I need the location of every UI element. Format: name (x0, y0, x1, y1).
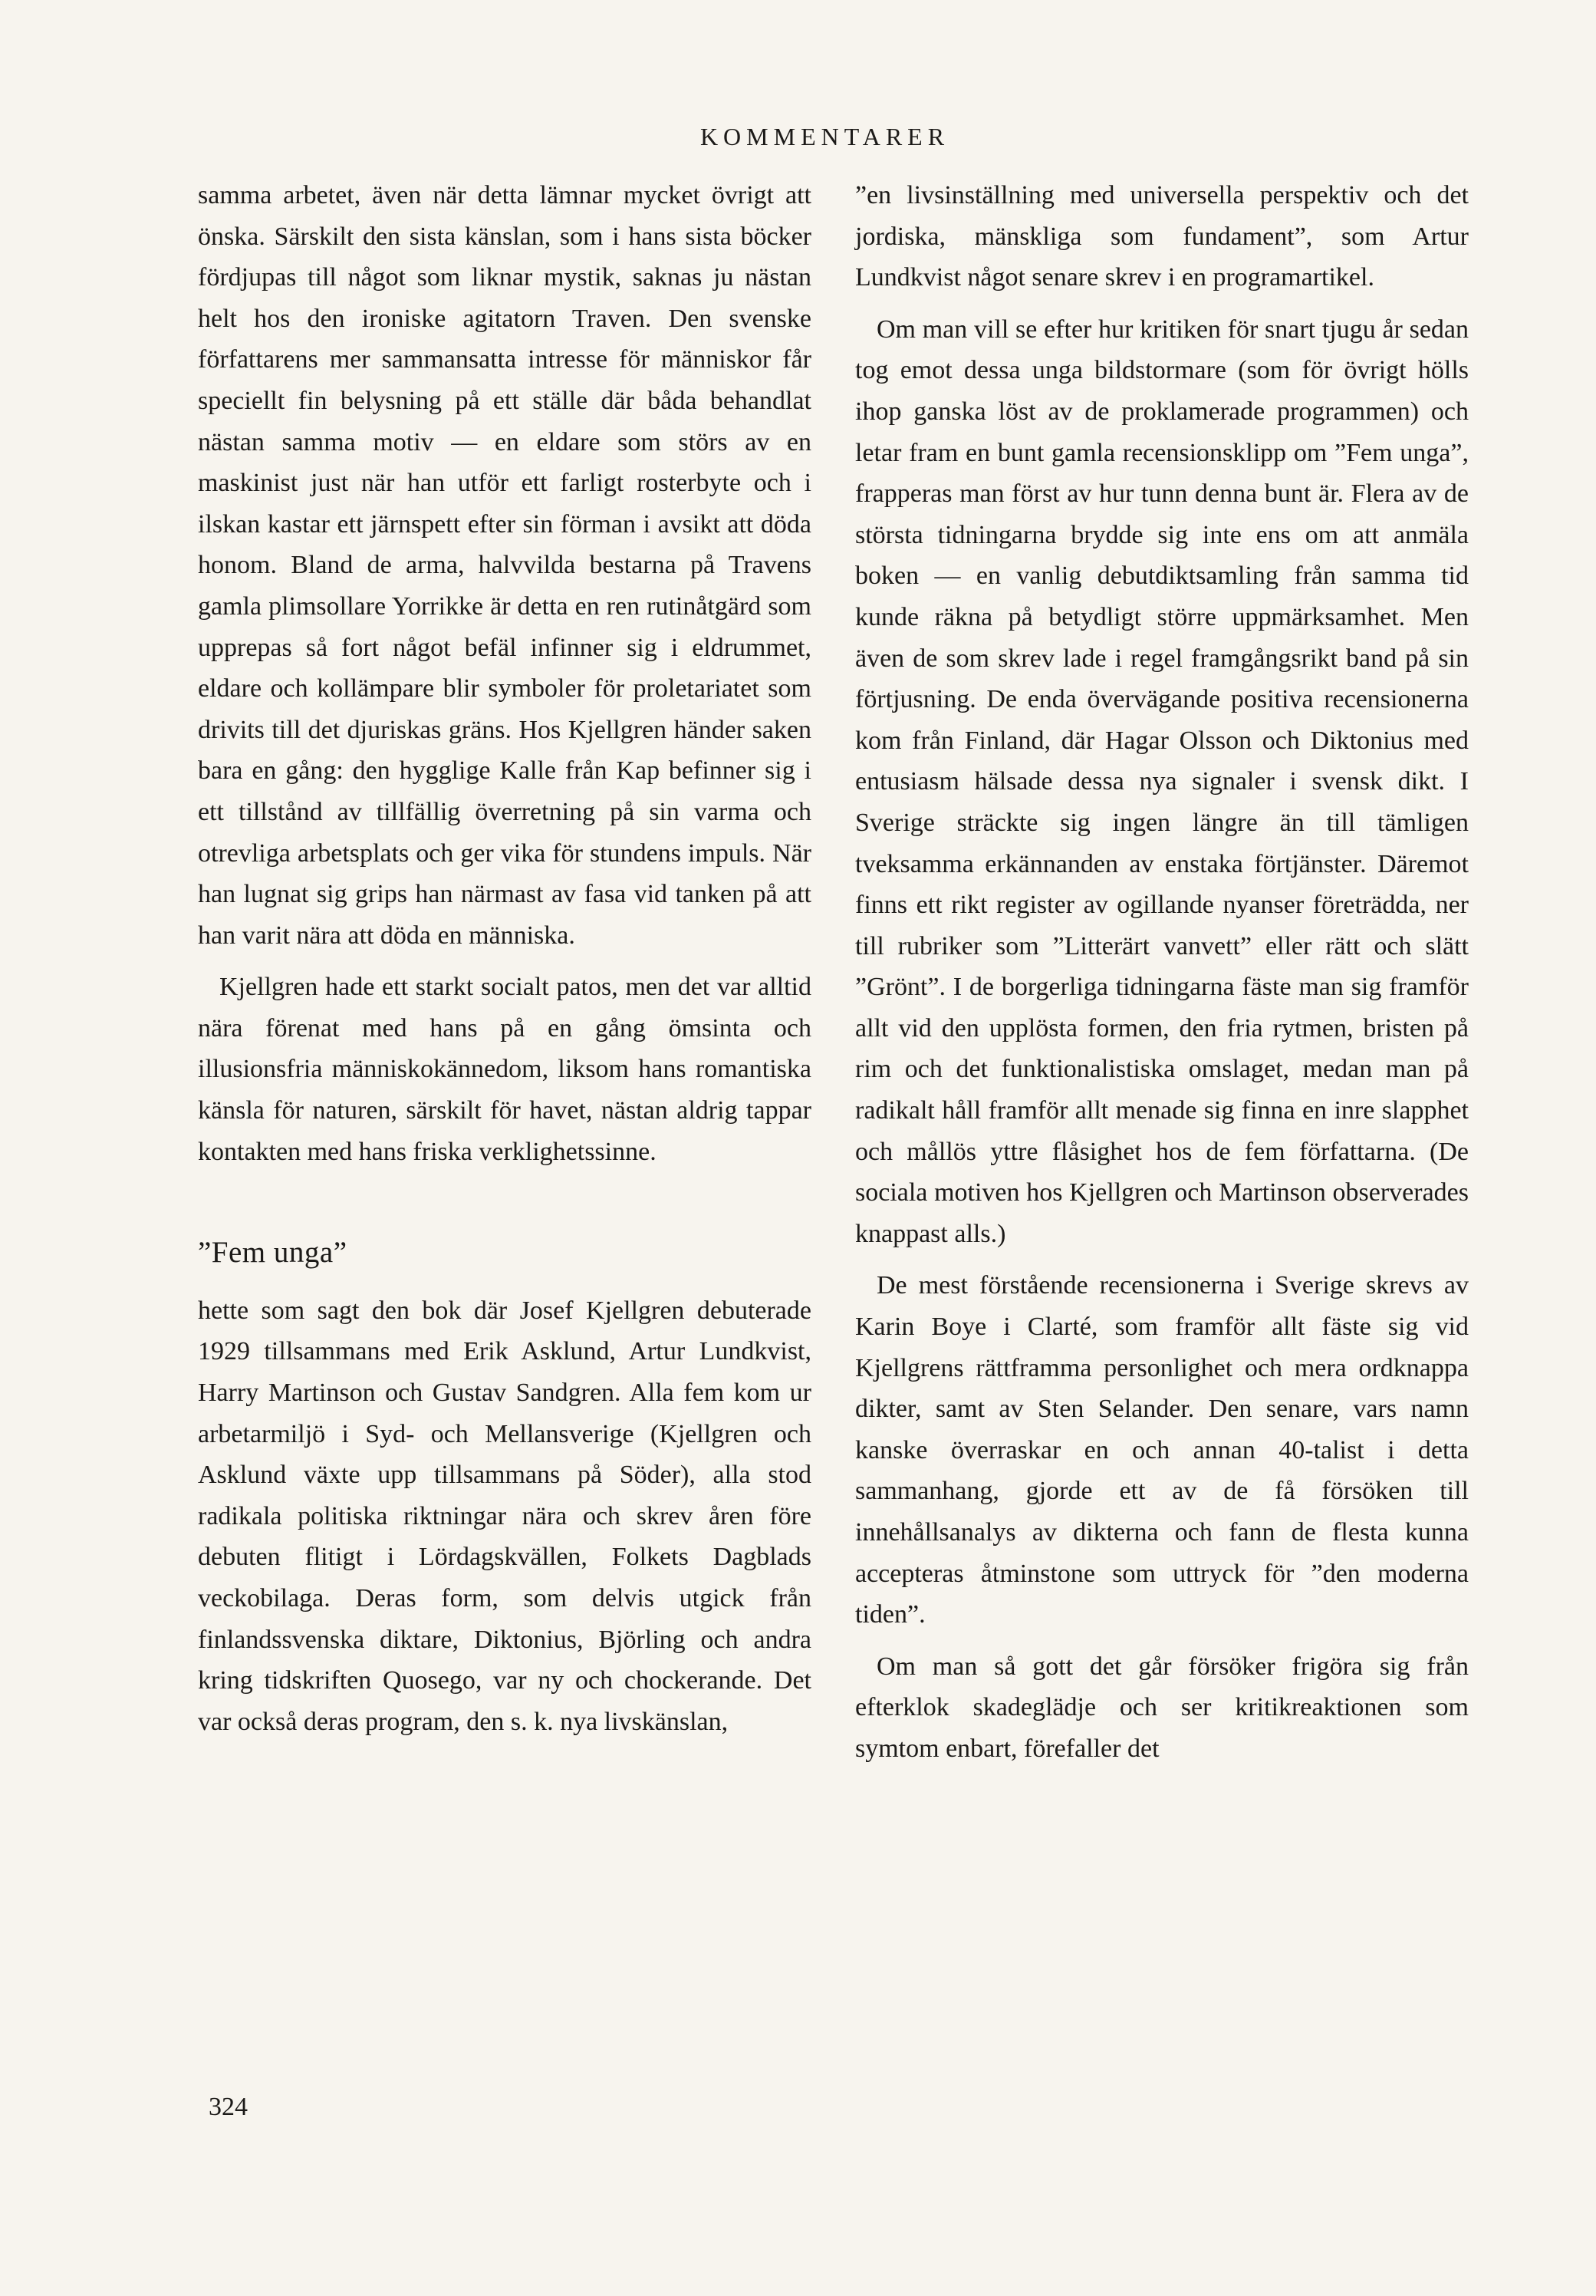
right-paragraph-1: ”en livsinställning med universella perspektiv och det jordiska, mänskliga som fundament”, som Artur Lundkvist något senare skrev i en programartikel. (855, 181, 1469, 292)
left-paragraph-3: hette som sagt den bok där Josef Kjellgren debuterade 1929 tillsammans med Erik Asklund, Artur Lundkvist, Harry Martinson och Gustav Sandgren. Alla fem kom ur arbetarmiljö i Syd- och Mellansverige (Kjellgren och Asklund växte upp tillsammans på Söder), alla stod radikala politiska riktningar nära och skrev åren före debuten flitigt i Lördagskvällen, Folkets Dagblads veckobilaga. Deras form, som delvis utgick från finlandssvenska diktare, Diktonius, Björling och andra kring tidskriften Quosego, var ny och chockerande. Det var också deras program, den s. k. nya livskänslan, (198, 1296, 811, 1736)
right-paragraph-4: Om man så gott det går försöker frigöra sig från efterklok skadeglädje och ser kritikreaktionen som symtom enbart, förefaller det (855, 1652, 1469, 1763)
section-title: ”Fem unga” (198, 1236, 347, 1270)
left-paragraph-1: samma arbetet, även när detta lämnar mycket övrigt att önska. Särskilt den sista känslan, som i hans sista böcker fördjupas till något som liknar mystik, saknas ju nästan helt hos den ironiske agitatorn Traven. Den svenske författarens mer sammansatta intresse för människor får speciellt fin belysning på ett ställe där båda behandlat nästan samma motiv — en eldare som störs av en maskinist just när han utför ett farligt rosterbyte och i ilskan kastar ett järnspett efter sin förman i avsikt att döda honom. Bland de arma, halvvilda bestarna på Travens gamla plimsollare Yorrikke är detta en ren rutinåtgärd som upprepas så fort något befäl infinner sig i eldrummet, eldare och kollämpare blir symboler för proletariatet som drivits till det djuriskas gräns. Hos Kjellgren händer saken bara en gång: den hygglige Kalle från Kap befinner sig i ett tillstånd av tillfällig överretning på sin varma och otrevliga arbetsplats och ger vika för stundens impuls. När han lugnat sig grips han närmast av fasa vid tanken på att han varit nära att döda en människa. (198, 181, 811, 950)
running-header: KOMMENTARER (699, 123, 950, 150)
left-column (198, 175, 811, 1742)
left-paragraph-2: Kjellgren hade ett starkt socialt patos, men det var alltid nära förenat med hans på en gång ömsinta och illusionsfria människokännedom, liksom hans romantiska känsla för naturen, särskilt för havet, nästan aldrig tappar kontakten med hans friska verklighetssinne. (198, 973, 811, 1166)
right-column (855, 175, 1469, 1770)
right-paragraph-3: De mest förstående recensionerna i Sverige skrevs av Karin Boye i Clarté, som framför allt fäste sig vid Kjellgrens rättframma personlighet och mera ordknappa dikter, samt av Sten Selander. Den senare, vars namn kanske överraskar en och annan 40-talist i detta sammanhang, gjorde ett av de få försöken till innehållsanalys av dikterna och fann de flesta kunna accepteras åtminstone som uttryck för ”den moderna tiden”. (855, 1271, 1469, 1629)
right-paragraph-2: Om man vill se efter hur kritiken för snart tjugu år sedan tog emot dessa unga bildstormare (som för övrigt hölls ihop ganska löst av de proklamerade programmen) och letar fram en bunt gamla recensionsklipp om ”Fem unga”, frapperas man först av hur tunn denna bunt är. Flera av de största tidningarna brydde sig inte ens om att anmäla boken — en vanlig debutdiktsamling från samma tid kunde räkna på betydligt större uppmärksamhet. Men även de som skrev lade i regel framgångsrikt band på sin förtjusning. De enda övervägande positiva recensionerna kom från Finland, där Hagar Olsson och Diktonius med entusiasm hälsade dessa nya signaler i svensk dikt. I Sverige sträckte sig ingen längre än till tämligen tveksamma erkännanden av enstaka förtjänster. Däremot finns ett rikt register av ogillande nyanser företrädda, ner till rubriker som ”Litterärt vanvett” eller rätt och slätt ”Grönt”. I de borgerliga tidningarna fäste man sig framför allt vid den upplösta formen, den fria rytmen, bristen på rim och det funktionalistiska omslaget, medan man på radikalt håll framför allt menade sig finna en inre slapphet och mållös yttre flåsighet hos de fem författarna. (De sociala motiven hos Kjellgren och Martinson observerades knappast alls.) (855, 315, 1469, 1248)
page-number: 324 (209, 2093, 248, 2121)
